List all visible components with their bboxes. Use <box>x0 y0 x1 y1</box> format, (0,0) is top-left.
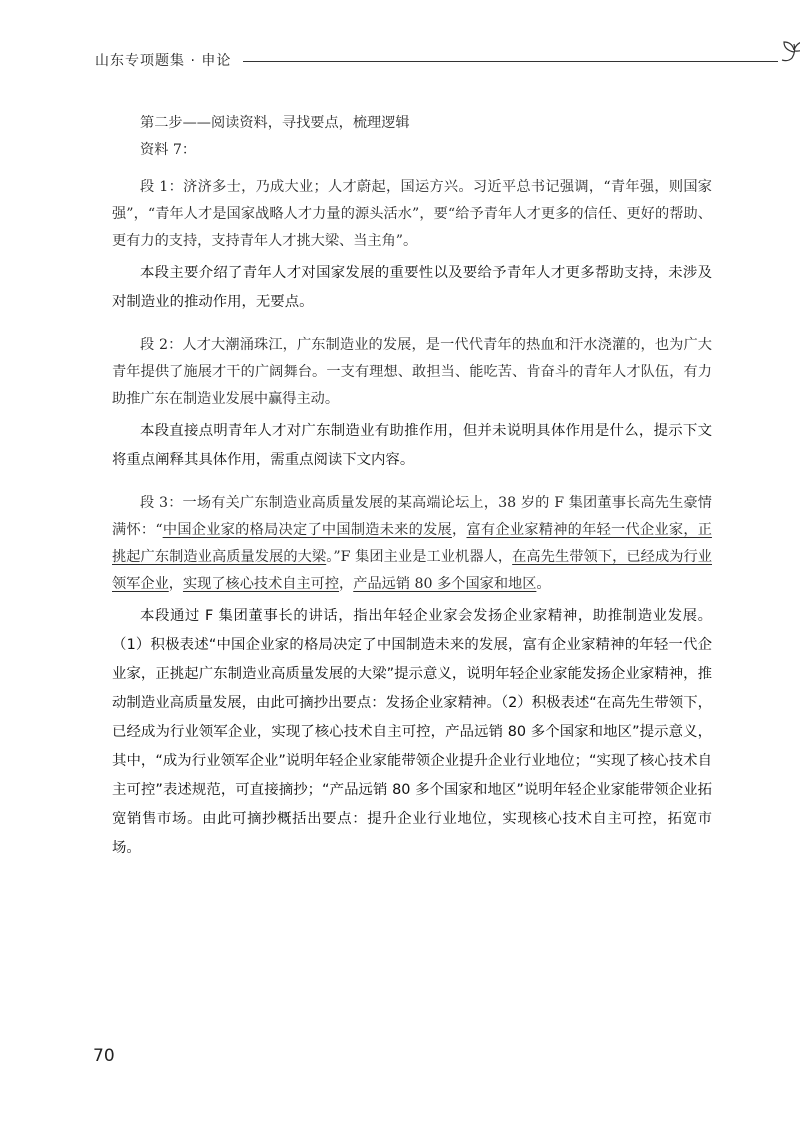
sprout-icon <box>778 36 800 66</box>
underlined-quote-5: 产品远销 80 多个国家和地区 <box>353 576 537 592</box>
header-rule <box>243 61 778 62</box>
paragraph-1: 段 1：济济多士，乃成大业；人才蔚起，国运方兴。习近平总书记强调，“青年强，则国家强”，“青年人才是国家战略人才力量的源头活水”，要“给予青年人才更多的信任、更好的帮助、更有力的支持，支持青年人才挑大梁、当主角”。 <box>112 179 712 249</box>
paragraph-3-text: ， <box>452 522 467 538</box>
header-title: 山东专项题集 · 申论 <box>95 53 232 69</box>
underlined-quote-2: 富有企业家精神的年轻一代企业家，正挑起广东制造业高质量发展的大梁 <box>112 522 712 565</box>
paragraph-3-text: 。”F 集团主业是工业机器人， <box>326 549 513 565</box>
page-content <box>112 110 712 863</box>
paragraph-3-text: ， <box>168 576 183 592</box>
paragraph-3 <box>112 490 712 598</box>
paragraph-3-text: ， <box>339 576 354 592</box>
paragraph-2: 段 2：人才大潮涌珠江，广东制造业的发展，是一代代青年的热血和汗水浇灌的，也为广大青年提供了施展才干的广阔舞台。一支有理想、敢担当、能吃苦、肯奋斗的青年人才队伍，有力助推广东在制造业发展中赢得主动。 <box>112 337 712 407</box>
page-number: 70 <box>93 1046 115 1066</box>
analysis-3: 本段通过 F 集团董事长的讲话，指出年轻企业家会发扬企业家精神，助推制造业发展。（1）积极表述“中国企业家的格局决定了中国制造未来的发展，富有企业家精神的年轻一代企业家，正挑起广东制造业高质量发展的大梁”提示意义，说明年轻企业家能发扬企业家精神，推动制造业高质量发展，由此可摘抄出要点：发扬企业家精神。（2）积极表述“在高先生带领下，已经成为行业领军企业，实现了核心技术自主可控，产品远销 80 多个国家和地区”提示意义，其中，“成为行业领军企业”说明年轻企业家能带领企业提升企业行业地位；“实现了核心技术自主可控”表述规范，可直接摘抄；“产品远销 80 多个国家和地区”说明年轻企业家能带领企业拓宽销售市场。由此可摘抄概括出要点：提升企业行业地位，实现核心技术自主可控，拓宽市场。 <box>112 608 712 856</box>
underlined-quote-1: 中国企业家的格局决定了中国制造未来的发展 <box>162 522 453 538</box>
running-header <box>95 50 720 76</box>
analysis-1: 本段主要介绍了青年人才对国家发展的重要性以及要给予青年人才更多帮助支持，未涉及对制造业的推动作用，无要点。 <box>112 265 712 310</box>
analysis-2: 本段直接点明青年人才对广东制造业有助推作用，但并未说明具体作用是什么，提示下文将重点阐释其具体作用，需重点阅读下文内容。 <box>112 423 712 468</box>
underlined-quote-4: 实现了核心技术自主可控 <box>182 576 340 592</box>
paragraph-3-text: 段 3：一场有关广东制造业高质量发展的某高端论坛上，38 岁的 F 集团董事长高先生豪情满怀：“ <box>112 495 712 538</box>
step-heading: 第二步——阅读资料，寻找要点，梳理逻辑 <box>140 115 410 131</box>
paragraph-3-text: 。 <box>536 576 551 592</box>
material-label: 资料 7： <box>140 142 197 158</box>
underlined-quote-3: 在高先生带领下，已经成为行业领军企业 <box>112 549 712 592</box>
